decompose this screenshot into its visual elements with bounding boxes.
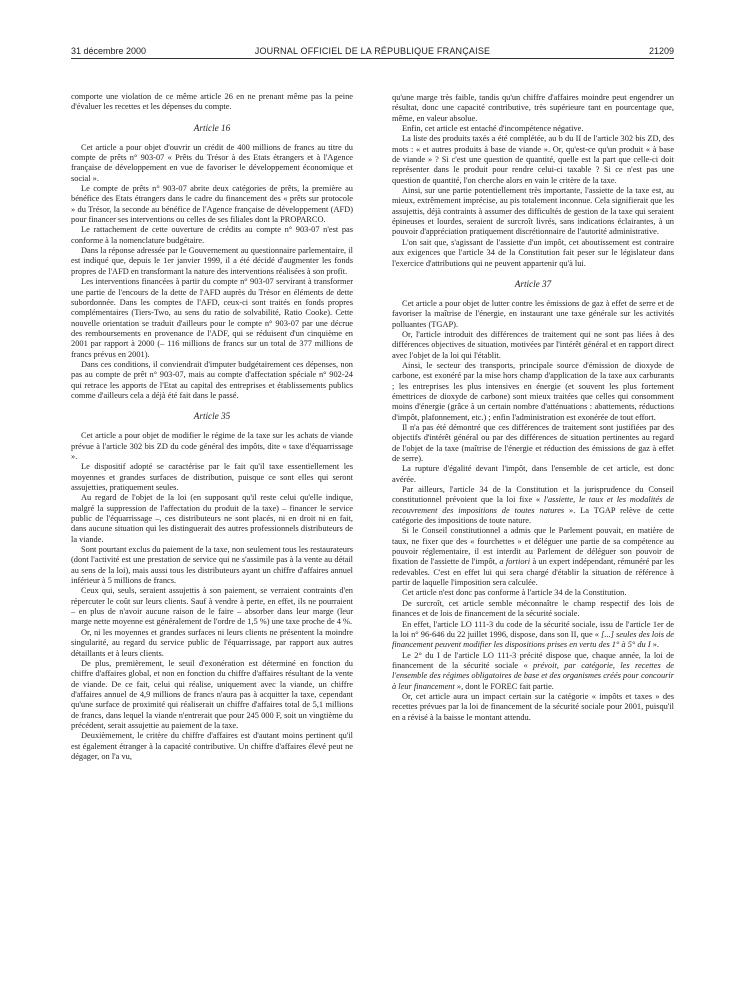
italic-term: a fortiori <box>499 557 531 567</box>
paragraph: Ainsi, sur une partie potentiellement très importante, l'assiette de la taxe est, au mieux, extrêmement imprécise, au pis totalement inconnue. Cela signifierait que les assujettis, déjà contraints à assumer des difficultés de gestion de la taxe qui seraient épineuses et lourdes, seraient de surcroît livrés, sans indications éclairantes, à un pouvoir d'appréciation pratiquement discrétionnaire de l'autorité administrative. <box>392 186 674 237</box>
page-number: 21209 <box>648 46 674 56</box>
text-run: », dont le FOREC fait partie. <box>454 681 554 691</box>
italic-quote: prévoit, par catégorie, les recettes de l'ensemble des régimes obligatoires de base et des organismes créés pour concourir à leur financement <box>392 660 674 691</box>
paragraph: Deuxièmement, le critère du chiffre d'affaires est d'autant moins pertinent qu'il est également étranger à la capacité contributive. Un chiffre d'affaires élevé peut ne dégager, on l'a vu, <box>71 731 353 761</box>
text-run: à un expert indépendant, rémunéré par les redevables. C'est en effet lui qui sera chargé d'établir la situation de référence à partir de laquelle l'imposition sera calculée. <box>392 557 674 588</box>
paragraph: La rupture d'égalité devant l'impôt, dans l'ensemble de cet article, est donc avérée. <box>392 464 674 484</box>
text-run: Le 2° du I de l'article LO 111-3 précité dispose que, chaque année, la loi de financement de la sécurité sociale « <box>392 650 674 670</box>
issue-date: 31 décembre 2000 <box>71 46 147 56</box>
paragraph: Le rattachement de cette ouverture de crédits au compte n° 903-07 n'est pas conforme à la nomenclature budgétaire. <box>71 225 353 245</box>
header-rule <box>71 58 674 59</box>
paragraph: qu'une marge très faible, tandis qu'un chiffre d'affaires moindre peut engendrer un résultat, donc une capacité contributive, très supérieure tant en pourcentage que, même, en valeur absolue. <box>392 93 674 123</box>
paragraph: Dans la réponse adressée par le Gouvernement au questionnaire parlementaire, il est indiqué que, depuis le 1er janvier 1999, il a été décidé d'augmenter les fonds propres de l'AFD en transformant la nature des interventions réalisées à son profit. <box>71 246 353 276</box>
text-run: Si le Conseil constitutionnel a admis que le Parlement pouvait, en matière de taux, ne fixer que des « fourchettes » et déléguer une partie de sa compétence au pouvoir réglementaire, il est interdit au Parlement de déléguer son pouvoir de fixation de l'assiette de l'impôt, <box>392 526 674 567</box>
paragraph: Or, cet article aura un impact certain sur la catégorie « impôts et taxes » des recettes prévues par la loi de financement de la sécurité sociale pour 2001, puisqu'il en a révisé à la baisse le montant attendu. <box>392 691 674 722</box>
paragraph: Sont pourtant exclus du paiement de la taxe, non seulement tous les restaurateurs (dont l'activité est une prestation de service qui ne s'assimile pas à la vente au détail au sens de la loi), mais aussi tous les distributeurs ayant un chiffre d'affaires annuel inférieur à 5 millions de francs. <box>71 545 353 586</box>
paragraph: Enfin, cet article est entaché d'incompétence négative. <box>402 124 584 134</box>
text-run: ». La TGAP relève de cette catégorie des impositions de toute nature. <box>392 505 674 526</box>
text-run: Par ailleurs, l'article 34 de la Constitution et la jurisprudence du Conseil constitutionnel prévoient que la loi fixe « <box>392 485 674 505</box>
paragraph: Le dispositif adopté se caractérise par le fait qu'il taxe essentiellement les moyennes et grandes surfaces de distribution, puisque ce sont elles qui seront assujetties, pratiquement seules. <box>71 462 353 492</box>
paragraph: Cet article n'est donc pas conforme à l'article 34 de la Constitution. <box>402 588 627 598</box>
paragraph: Ainsi, le secteur des transports, principale source d'émission de dioxyde de carbone, est exonéré par la mise hors champ d'application de la taxe aux carburants ; les entreprises les plus intensives en énergie (et souvent les plus fortement émettrices de dioxyde de carbone) sont mieux traitées que celles qui consomment moins d'énergie (grâce à un certain nombre d'atténuations : abattements, réductions d'impôt, plafonnement, etc.) ; enfin l'administration est exonérée de tout effort. <box>392 360 674 422</box>
paragraph: De plus, premièrement, le seuil d'exonération est déterminé en fonction du chiffre d'affaires global, et non en fonction du chiffre d'affaires résultant de la vente de viande. De ce fait, celui qui réalise, uniquement avec la viande, un chiffre d'affaires annuel de 4,9 millions de francs n'aura pas à acquitter la taxe, cependant qu'une surface de proximité qui réaliserait un chiffre d'affaires total de 5,1 millions de francs, dans lequel la viande n'entrerait que pour 245 000 F, soit un vingtième du précédent, serait assujettie au paiement de la taxe. <box>71 658 353 730</box>
paragraph: De surcroît, cet article semble méconnaître le champ respectif des lois de finances et de lois de financement de la sécurité sociale. <box>392 598 674 619</box>
paragraph <box>392 620 674 651</box>
left-column <box>71 92 353 984</box>
paragraph: Cet article a pour objet de modifier le régime de la taxe sur les achats de viande prévue à l'article 302 bis ZD du code général des impôts, dite « taxe d'équarrissage ». <box>71 431 353 461</box>
paragraph: Or, ni les moyennes et grandes surfaces ni leurs clients ne présentent la moindre singularité, au regard du service public de l'équarrissage, par rapport aux autres détaillants et à leurs clients. <box>71 627 353 658</box>
paragraph: comporte une violation de ce même article 26 en ne prenant même pas la peine d'évaluer les recettes et les dépenses du compte. <box>71 92 353 112</box>
paragraph <box>392 651 674 692</box>
paragraph <box>392 485 674 526</box>
paragraph: Dans ces conditions, il conviendrait d'imputer budgétairement ces dépenses, non pas au compte de prêt n° 903-07, mais au compte d'affectation spéciale n° 902-24 qui retrace les apports de l'Etat au capital des entreprises et établissements publics comme d'ailleurs cela a déjà été fait dans le passé. <box>71 359 353 400</box>
article-35-heading: Article 35 <box>193 411 231 422</box>
paragraph: Au regard de l'objet de la loi (en supposant qu'il reste celui qu'elle indique, malgré la suppression de l'affectation du produit de la taxe) – financer le service public de l'équarrissage –, ces distributeurs ne sont placés, ni en droit ni en fait, dans aucune situation qui les distinguerait des autres professionnels distributeurs de la viande. <box>71 493 353 544</box>
paragraph: Il n'a pas été démontré que ces différences de traitement sont justifiées par des objectifs d'intérêt général ou par des différences de situation pertinentes au regard de l'objet de la taxe (maîtrise de l'énergie et réduction des émissions de gaz à effet de serre). <box>392 422 674 463</box>
article-16-heading: Article 16 <box>193 122 231 133</box>
text-run: En effet, l'article LO 111-3 du code de la sécurité sociale, issu de l'article 1er de la loi n° 96-646 du 22 juillet 1996, dispose, dans son II, que « <box>392 619 674 639</box>
paragraph: L'on sait que, s'agissant de l'assiette d'un impôt, cet aboutissement est contraire aux exigences que l'article 34 de la Constitution fait peser sur le législateur dans l'exercice d'attributions qui ne peuvent appartenir qu'à lui. <box>392 237 674 268</box>
text-run: ». <box>650 640 659 650</box>
paragraph: Les interventions financées à partir du compte n° 903-07 servirant à transformer une partie de l'encours de la dette de l'AFD auprès du Trésor en éléments de dette subordonnée. Dans les comptes de l'AFD, ceux-ci sont traités en fonds propres complémentaires (Tiers-Two, au sens du ratio de solvabilité, Ratio Cooke). Cette nouvelle orientation se traduit d'ailleurs pour le compte n° 903-07 par une décrue des remboursements en provenance de l'ADF, qui se réduisent d'un cinquième en 2001 par rapport à 2000 (– 116 millions de francs sur un total de 377 millions de francs prévus en 2001). <box>71 277 353 359</box>
paragraph: Cet article a pour objet d'ouvrir un crédit de 400 millions de francs au titre du compte de prêts n° 903-07 « Prêts du Trésor à des Etats étrangers et à l'Agence française de développement en vue de favoriser le développement économique et social ». <box>71 142 353 183</box>
paragraph <box>392 526 674 588</box>
paragraph: La liste des produits taxés a été complétée, au b du II de l'article 302 bis ZD, des mots : « et autres produits à base de viande ». Or, qu'est-ce qu'un produit « à base de viande » ? Si c'est une question de quantité, quelle est la part que celle-ci doit représenter dans le produit pour rendre celui-ci taxable ? Si ce n'est pas une question de quantité, l'on cherche alors en vain le critère de la taxe. <box>392 134 674 185</box>
page-header <box>71 44 674 58</box>
right-column <box>392 93 674 984</box>
italic-quote: l'assiette, le taux et les modalités de recouvrement des impositions de toutes natures <box>392 495 674 515</box>
paragraph: Or, l'article introduit des différences de traitement qui ne sont pas liées à des différences objectives de situation, motivées par l'intérêt général et en rapport direct avec l'objet de la loi qui l'établit. <box>392 329 674 360</box>
paragraph: Ceux qui, seuls, seraient assujettis à son paiement, se verraient contraints d'en répercuter le coût sur leurs clients. Sauf à vendre à perte, en effet, ils ne pourraient – en plus de n'avoir aucune raison de le faire – absorber dans leur marge (leur marge nette moyenne est généralement de l'ordre de 1,5 %) une taxe proche de 4 %. <box>71 586 353 627</box>
italic-quote: [...] seules des lois de financement peuvent modifier les dispositions prises en vertu des 1° à 5° du I <box>392 629 674 650</box>
article-37-heading: Article 37 <box>514 278 552 289</box>
paragraph: Cet article a pour objet de lutter contre les émissions de gaz à effet de serre et de favoriser la maîtrise de l'énergie, en instaurant une taxe générale sur les activités polluantes (TGAP). <box>392 298 674 329</box>
paragraph: Le compte de prêts n° 903-07 abrite deux catégories de prêts, la première au bénéfice des Etats étrangers dans le cadre du financement des « prêts sur protocole » du Trésor, la seconde au bénéfice de l'Agence française de développement (AFD) pour financer ses interventions ou celles de ses filiales dont la PROPARCO. <box>71 184 353 225</box>
journal-title: JOURNAL OFFICIEL DE LA RÉPUBLIQUE FRANÇAISE <box>254 46 491 56</box>
